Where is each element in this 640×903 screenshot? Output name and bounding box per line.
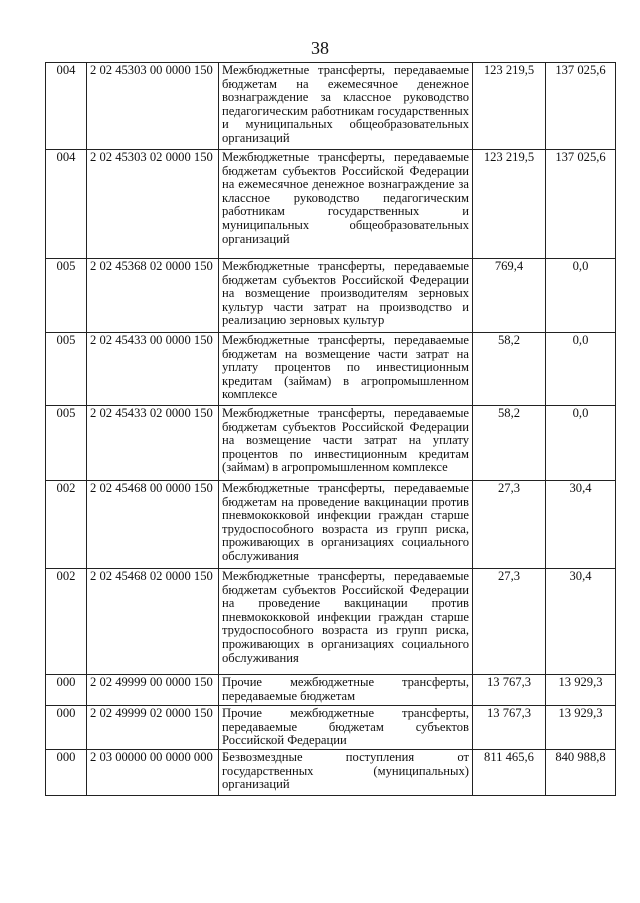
amount-year-2-cell: 30,4	[546, 569, 616, 675]
table-row	[46, 63, 616, 150]
amount-year-2-cell: 30,4	[546, 481, 616, 569]
income-name-cell: Межбюджетные трансферты, передаваемые бюджетам на ежемесячное денежное вознаграждение за классное руководство педагогическим работникам государственных и муниципальных общеобразовательных организаций	[219, 63, 473, 150]
amount-year-2-cell: 840 988,8	[546, 750, 616, 796]
table-row	[46, 259, 616, 333]
table-row	[46, 569, 616, 675]
classification-code-cell: 2 02 45433 00 0000 150	[87, 333, 219, 406]
income-name-cell: Прочие межбюджетные трансферты, передаваемые бюджетам	[219, 675, 473, 706]
classification-code-cell: 2 02 49999 00 0000 150	[87, 675, 219, 706]
admin-code-cell: 000	[46, 750, 87, 796]
admin-code-cell: 000	[46, 675, 87, 706]
amount-year-1-cell: 811 465,6	[473, 750, 546, 796]
amount-year-1-cell: 123 219,5	[473, 63, 546, 150]
classification-code-cell: 2 02 45303 02 0000 150	[87, 150, 219, 259]
amount-year-1-cell: 27,3	[473, 481, 546, 569]
amount-year-2-cell: 0,0	[546, 259, 616, 333]
amount-year-1-cell: 58,2	[473, 406, 546, 481]
amount-year-2-cell: 137 025,6	[546, 63, 616, 150]
amount-year-1-cell: 58,2	[473, 333, 546, 406]
amount-year-1-cell: 13 767,3	[473, 706, 546, 750]
amount-year-1-cell: 13 767,3	[473, 675, 546, 706]
income-name-cell: Межбюджетные трансферты, передаваемые бюджетам на возмещение части затрат на уплату процентов по инвестиционным кредитам (займам) в агропромышленном комплексе	[219, 333, 473, 406]
table-row	[46, 150, 616, 259]
classification-code-cell: 2 02 45468 02 0000 150	[87, 569, 219, 675]
admin-code-cell: 002	[46, 569, 87, 675]
amount-year-1-cell: 27,3	[473, 569, 546, 675]
table-row	[46, 675, 616, 706]
admin-code-cell: 000	[46, 706, 87, 750]
income-name-cell: Прочие межбюджетные трансферты, передаваемые бюджетам субъектов Российской Федерации	[219, 706, 473, 750]
page-number: 38	[311, 38, 329, 58]
amount-year-2-cell: 13 929,3	[546, 675, 616, 706]
classification-code-cell: 2 02 45303 00 0000 150	[87, 63, 219, 150]
amount-year-2-cell: 0,0	[546, 333, 616, 406]
table-row	[46, 406, 616, 481]
income-name-cell: Межбюджетные трансферты, передаваемые бюджетам субъектов Российской Федерации на возмещение производителям зерновых культур части затрат на производство и реализацию зерновых культур	[219, 259, 473, 333]
admin-code-cell: 005	[46, 333, 87, 406]
table-row	[46, 333, 616, 406]
table-row	[46, 706, 616, 750]
admin-code-cell: 002	[46, 481, 87, 569]
income-name-cell: Межбюджетные трансферты, передаваемые бюджетам субъектов Российской Федерации на возмещение части затрат на уплату процентов по инвестиционным кредитам (займам) в агропромышленном комплексе	[219, 406, 473, 481]
budget-revenue-table	[45, 62, 616, 796]
table-row	[46, 481, 616, 569]
classification-code-cell: 2 02 45368 02 0000 150	[87, 259, 219, 333]
amount-year-1-cell: 123 219,5	[473, 150, 546, 259]
classification-code-cell: 2 02 45433 02 0000 150	[87, 406, 219, 481]
income-name-cell: Межбюджетные трансферты, передаваемые бюджетам субъектов Российской Федерации на ежемесячное денежное вознаграждение за классное руководство педагогическим работникам государственных и муниципальных общеобразовательных организаций	[219, 150, 473, 259]
income-name-cell: Межбюджетные трансферты, передаваемые бюджетам субъектов Российской Федерации на проведение вакцинации против пневмококковой инфекции граждан старше трудоспособного возраста из групп риска, проживающих в организациях социального обслуживания	[219, 569, 473, 675]
classification-code-cell: 2 03 00000 00 0000 000	[87, 750, 219, 796]
classification-code-cell: 2 02 49999 02 0000 150	[87, 706, 219, 750]
amount-year-2-cell: 0,0	[546, 406, 616, 481]
income-name-cell: Межбюджетные трансферты, передаваемые бюджетам на проведение вакцинации против пневмококковой инфекции граждан старше трудоспособного возраста из групп риска, проживающих в организациях социального обслуживания	[219, 481, 473, 569]
income-name-cell: Безвозмездные поступления от государственных (муниципальных) организаций	[219, 750, 473, 796]
admin-code-cell: 004	[46, 63, 87, 150]
amount-year-1-cell: 769,4	[473, 259, 546, 333]
table-row	[46, 750, 616, 796]
admin-code-cell: 005	[46, 406, 87, 481]
admin-code-cell: 005	[46, 259, 87, 333]
admin-code-cell: 004	[46, 150, 87, 259]
amount-year-2-cell: 137 025,6	[546, 150, 616, 259]
classification-code-cell: 2 02 45468 00 0000 150	[87, 481, 219, 569]
amount-year-2-cell: 13 929,3	[546, 706, 616, 750]
